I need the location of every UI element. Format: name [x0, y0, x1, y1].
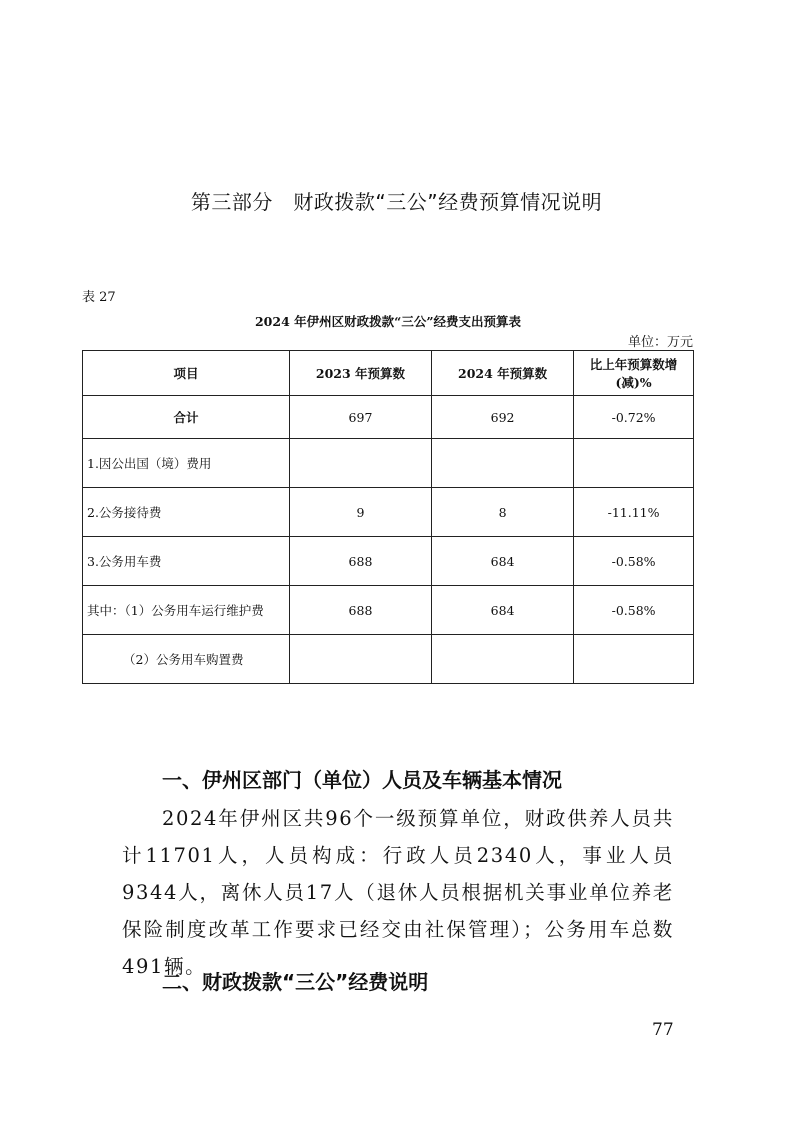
cell-2023: 688 [289, 586, 431, 635]
cell-item: （2）公务用车购置费 [83, 635, 290, 684]
cell-2023 [289, 635, 431, 684]
cell-2023 [289, 439, 431, 488]
cell-change: -11.11% [574, 488, 694, 537]
cell-change: -0.58% [574, 586, 694, 635]
cell-2024: 692 [432, 396, 574, 439]
cell-change: -0.58% [574, 537, 694, 586]
section-heading-2: 二、财政拨款“三公”经费说明 [162, 970, 429, 994]
header-item: 项目 [83, 351, 290, 396]
table-header-row [83, 351, 694, 396]
table-row [83, 537, 694, 586]
cell-2024 [432, 439, 574, 488]
cell-2023: 688 [289, 537, 431, 586]
cell-item: 合计 [83, 396, 290, 439]
cell-item: 2.公务接待费 [83, 488, 290, 537]
cell-change: -0.72% [574, 396, 694, 439]
cell-2023: 9 [289, 488, 431, 537]
unit-label: 单位：万元 [627, 335, 693, 350]
table-row [83, 635, 694, 684]
cell-2023: 697 [289, 396, 431, 439]
table-row [83, 586, 694, 635]
table-row-total [83, 396, 694, 439]
table-number: 表 27 [82, 290, 116, 305]
cell-change [574, 439, 694, 488]
cell-2024: 8 [432, 488, 574, 537]
header-change: 比上年预算数增(减)% [574, 351, 694, 396]
cell-item: 其中：（1）公务用车运行维护费 [83, 586, 290, 635]
cell-item: 1.因公出国（境）费用 [83, 439, 290, 488]
header-2024: 2024 年预算数 [432, 351, 574, 396]
cell-2024 [432, 635, 574, 684]
table-row [83, 488, 694, 537]
section-heading-1: 一、伊州区部门（单位）人员及车辆基本情况 [162, 768, 562, 792]
page-number: 77 [652, 1020, 674, 1040]
table-caption: 2024 年伊州区财政拨款“三公”经费支出预算表 [254, 314, 522, 329]
table-row [83, 439, 694, 488]
cell-change [574, 635, 694, 684]
header-2023: 2023 年预算数 [289, 351, 431, 396]
cell-item: 3.公务用车费 [83, 537, 290, 586]
cell-2024: 684 [432, 586, 574, 635]
cell-2024: 684 [432, 537, 574, 586]
part-title: 第三部分 财政拨款“三公”经费预算情况说明 [190, 190, 603, 214]
section-1-paragraph: 2024年伊州区共96个一级预算单位，财政供养人员共计11701人，人员构成：行政人员2340人，事业人员9344人，离休人员17人（退休人员根据机关事业单位养老保险制度改革工作要求已经交由社保管理）；公务用车总数491辆。 [122, 807, 674, 978]
budget-table [82, 350, 694, 684]
